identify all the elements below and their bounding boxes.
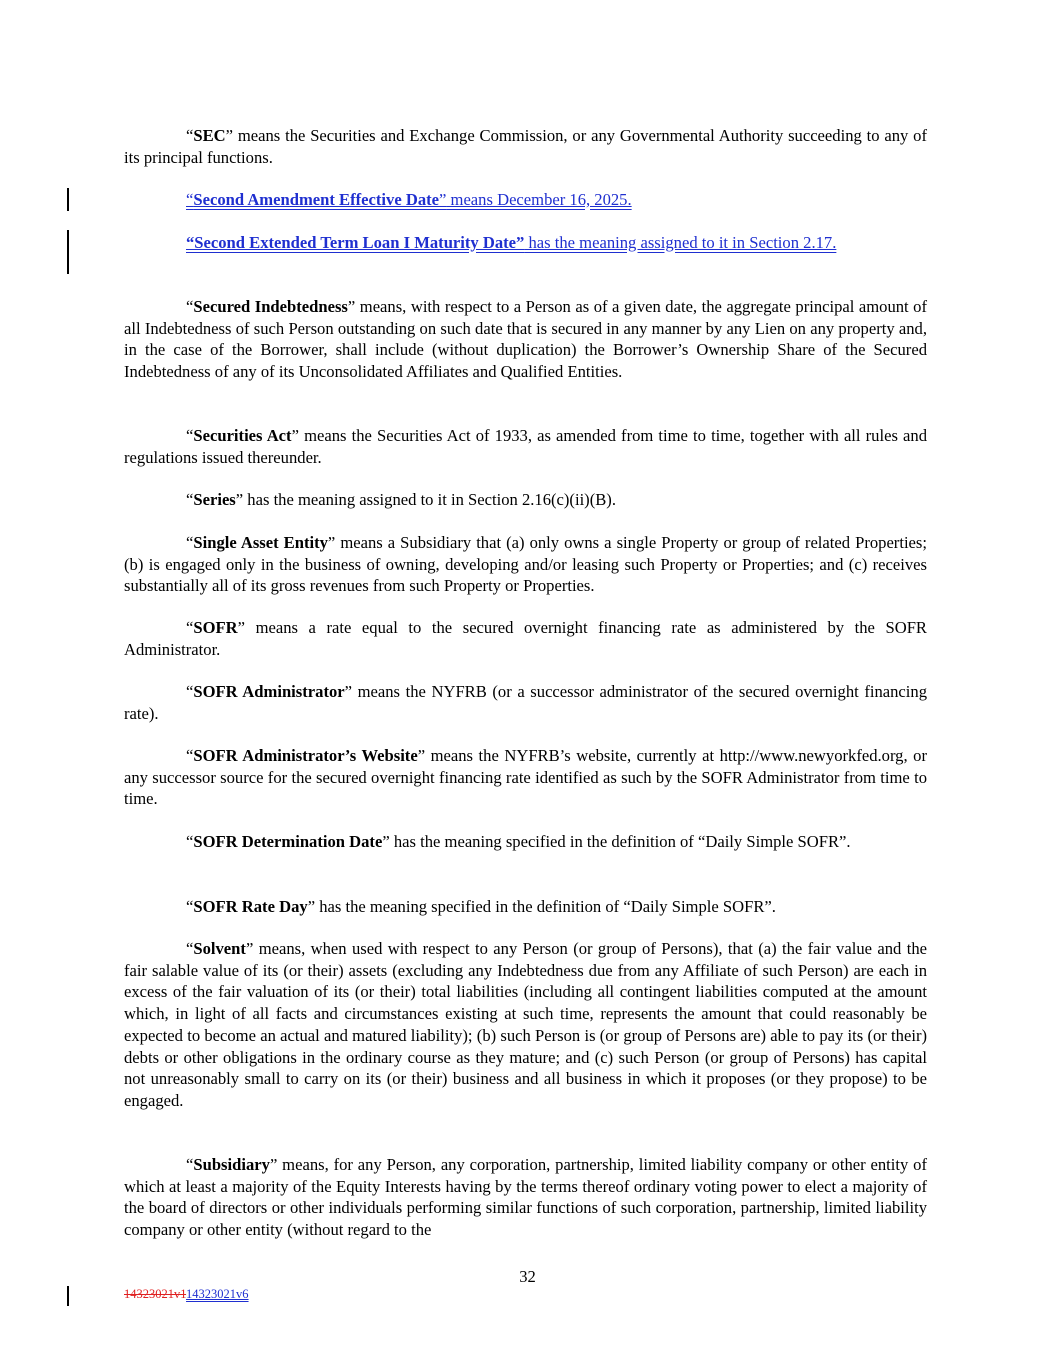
definition-securities-act: “Securities Act” means the Securities Act of 1933, as amended from time to time, together with all rules and regulations issued thereunder. <box>124 426 927 467</box>
definition-sofr-rate-day: “SOFR Rate Day” has the meaning specified in the definition of “Daily Simple SOFR”. <box>186 897 776 916</box>
term: Single Asset Entity <box>193 533 328 552</box>
definition-second-extended-term-loan: “Second Extended Term Loan I Maturity Date” has the meaning assigned to it in Section 2.17. <box>186 233 837 252</box>
change-bar <box>67 188 69 211</box>
term: SOFR <box>193 618 238 637</box>
term: Securities Act <box>193 426 292 445</box>
page-number: 32 <box>519 1267 536 1286</box>
term: Subsidiary <box>193 1155 270 1174</box>
term: Series <box>193 490 236 509</box>
term: SOFR Determination Date <box>193 832 383 851</box>
definition-solvent: “Solvent” means, when used with respect to any Person (or group of Persons), that (a) the fair value and the fair salable value of its (or their) assets (excluding any Indebtedness due from any Affiliate of such Person) are each in excess of the fair valuation of its (or their) total liabilities (including all contingent liabilities computed at the amount which, in light of all facts and circumstances existing at such time, represents the amount that could reasonably be expected to become an actual and matured liability); (b) such Person is (or group of Persons are) able to pay its (or their) debts or other obligations in the ordinary course as they mature; and (c) such Person (or group of Persons) has capital not unreasonably small to carry on its (or their) business and all business in which it proposes (or they propose) to be engaged. <box>124 939 927 1110</box>
definition-second-amendment-effective-date: “Second Amendment Effective Date” means December 16, 2025. <box>186 190 632 209</box>
deleted-doc-id: 14323021v1 <box>124 1287 187 1301</box>
term: SOFR Administrator’s Website <box>193 746 418 765</box>
inserted-doc-id: 14323021v6 <box>186 1287 249 1301</box>
document-id <box>124 1287 249 1302</box>
term: SEC <box>193 126 226 145</box>
term: SOFR Administrator <box>193 682 345 701</box>
definition-sofr-administrator: “SOFR Administrator” means the NYFRB (or a successor administrator of the secured overnight financing rate). <box>124 682 927 723</box>
definition-single-asset-entity: “Single Asset Entity” means a Subsidiary that (a) only owns a single Property or group of related Properties; (b) is engaged only in the business of owning, developing and/or leasing such Property or Properties; and (c) receives substantially all of its gross revenues from such Property or Properties. <box>124 533 927 596</box>
term: SOFR Rate Day <box>193 897 308 916</box>
term: Solvent <box>193 939 246 958</box>
change-bar <box>67 1286 69 1306</box>
definition-sofr: “SOFR” means a rate equal to the secured overnight financing rate as administered by the SOFR Administrator. <box>124 618 927 659</box>
term: “Second Extended Term Loan I Maturity Date” <box>186 233 525 252</box>
definition-sofr-determination-date: “SOFR Determination Date” has the meaning specified in the definition of “Daily Simple SOFR”. <box>186 832 851 851</box>
definition-series: “Series” has the meaning assigned to it in Section 2.16(c)(ii)(B). <box>186 490 616 509</box>
definition-sec: “SEC” means the Securities and Exchange Commission, or any Governmental Authority succeeding to any of its principal functions. <box>124 126 927 167</box>
definition-sofr-administrators-website: “SOFR Administrator’s Website” means the NYFRB’s website, currently at http://www.newyorkfed.org, or any successor source for the secured overnight financing rate identified as such by the SOFR Administrator from time to time. <box>124 746 927 809</box>
change-bar <box>67 230 69 274</box>
definition-subsidiary: “Subsidiary” means, for any Person, any corporation, partnership, limited liability company or other entity of which at least a majority of the Equity Interests having by the terms thereof ordinary voting power to elect a majority of the board of directors or other individuals performing similar functions of such corporation, partnership, limited liability company or other entity (without regard to the <box>124 1155 927 1240</box>
definition-secured-indebtedness: “Secured Indebtedness” means, with respect to a Person as of a given date, the aggregate principal amount of all Indebtedness of such Person outstanding on such date that is secured in any manner by any Lien on any property and, in the case of the Borrower, shall include (without duplication) the Borrower’s Ownership Share of the Secured Indebtedness of any of its Unconsolidated Affiliates and Qualified Entities. <box>124 297 928 382</box>
term: Secured Indebtedness <box>193 297 348 316</box>
term: Second Amendment Effective Date <box>193 190 440 209</box>
